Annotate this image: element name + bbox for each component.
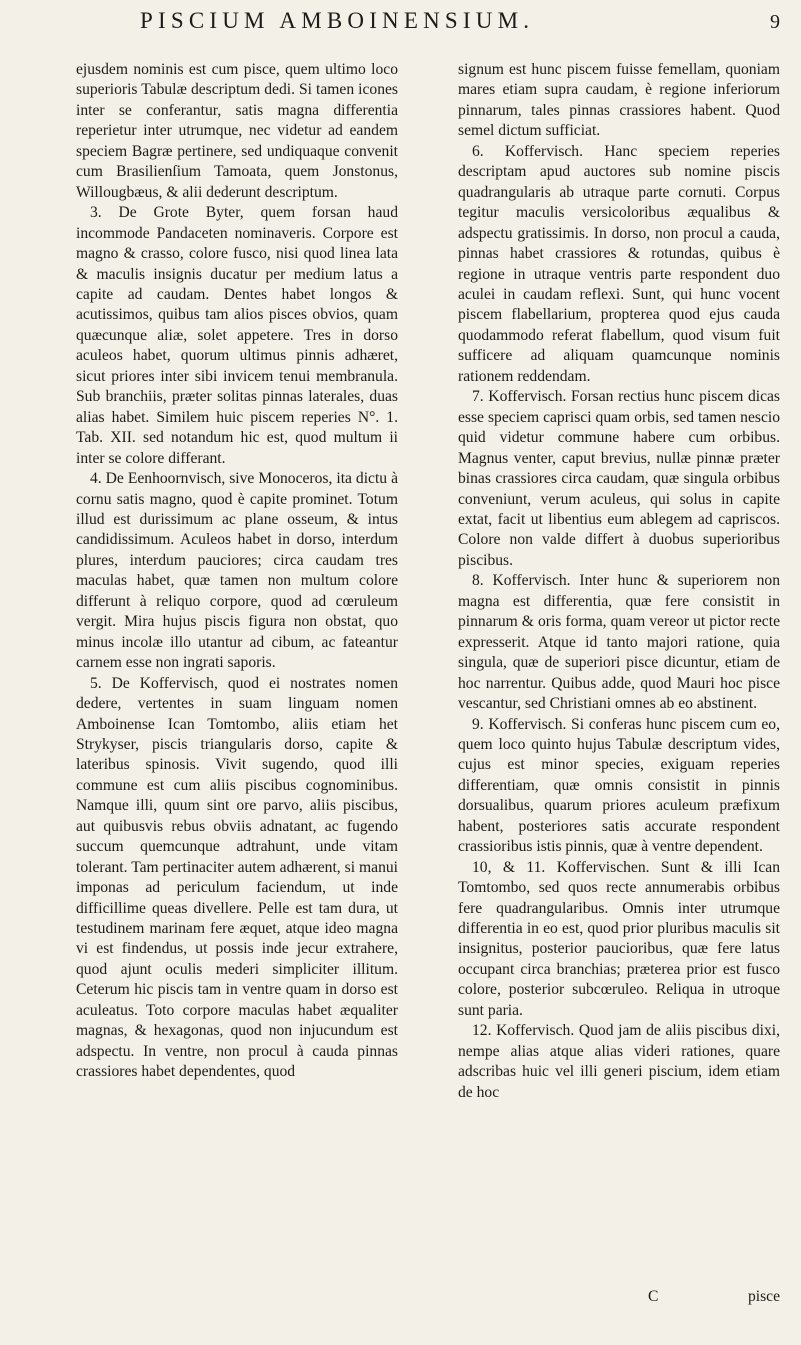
paragraph: ejusdem nominis est cum pisce, quem ultimo loco superioris Tabulæ descriptum dedi. Si tamen icones inter se conferantur, satis magna differentia reperietur inter utrumque, nec videtur ad eandem speciem Bagræ pertinere, sed undiquaque convenit cum Brasilienſium Tamoata, quem Jonstonus, Willougbæus, & alii dederunt descriptum. [76, 61, 398, 201]
paragraph: 9. Koffervisch. Si conferas hunc piscem cum eo, quem loco quinto hujus Tabulæ descriptum vides, cujus est minor species, exiguam reperies differentiam, quæ omnis consistit in pinnis dorsualibus, quarum priores aculeum præfixum habent, posteriores satis accurate respondent crassioribus istis pinnis, quæ à ventre dependent. [458, 715, 780, 856]
catchword: pisce [747, 1288, 780, 1305]
paragraph: 8. Koffervisch. Inter hunc & superiorem non magna est differentia, quæ fere consistit in pinnarum & oris forma, quam vereor ut pictor recte expresserit. Atque id tanto majori ratione, quia singula, quæ de superiori pisce dicuntur, etiam de hoc narrentur. Quibus adde, quod Mauri hoc pisce vescantur, sed Christiani omnes ab eo abstinent. [458, 572, 780, 713]
paragraph: 6. Koffervisch. Hanc speciem reperies descriptam apud auctores sub nomine piscis quadrangularis ab utraque parte cornuti. Corpus tegitur maculis versicoloribus æqualibus & adspectu gratissimis. In dorso, non procul a cauda, pinnas habet crassiores & rotundas, quibus è regione in utraque ventris parte respondent duo aculei in caudam reflexi. Sunt, qui hunc vocent piscem flabellarium, propterea quod ejus cauda quodammodo referat flabellum, quod visum fuit sufficere ad aliquam quamcunque nominis rationem reddendam. [458, 142, 780, 385]
paragraph: signum est hunc piscem fuisse femellam, quoniam mares etiam supra caudam, è regione inferiorum pinnarum, tales pinnas crassiores habent. Quod semel dictum sufficiat. [458, 61, 780, 140]
paragraph: 4. De Eenhoornvisch, sive Monoceros, ita dictu à cornu satis magno, quod è capite prominet. Totum illud est durissimum ac plane osseum, & intus candidissimum. Aculeos habet in dorso, interdum plures, interdum pauciores; circa caudam tres maculas habet, quæ tamen non multum colore differunt à reliquo corpore, quod ad cœruleum vergit. Mira hujus piscis figura non obstat, quo minus incolæ illo utantur ad cibum, ac fateantur carnem esse non ingrati saporis. [76, 470, 398, 672]
signature-mark: C [648, 1288, 659, 1305]
left-column [76, 60, 398, 1083]
running-head-title: PISCIUM AMBOINENSIUM. [140, 8, 535, 33]
paragraph: 7. Koffervisch. Forsan rectius hunc piscem dicas esse speciem caprisci quam orbis, sed tamen nescio quid videtur commune habere cum orbibus. Magnus venter, caput brevius, nullæ pinnæ præter binas crassiores circa caudam, quæ singula orbibus conveniunt, verum aculeus, qui solus in capite extat, facit ut libentius eum ablegem ad capriscos. Colore non valde differt à duobus superioribus piscibus. [458, 388, 780, 569]
page-number: 9 [770, 11, 780, 33]
paragraph: 3. De Grote Byter, quem forsan haud incommode Pandaceten nominaveris. Corpore est magno & crasso, colore fusco, nisi quod linea lata & maculis insignis ducatur per medium latus a capite ad caudam. Dentes habet longos & acutissimos, quibus tam alios pisces obvios, quam quæcunque aliæ, solet appetere. Tres in dorso aculeos habet, quorum ultimus pinnis adhæret, sicut priores inter sibi invicem tenui membranula. Sub branchiis, præter solitas pinnas laterales, duas alias habet. Similem huic piscem reperies N°. 1. Tab. XII. sed notandum hic est, quod multum ii inter se colore differant. [76, 204, 398, 467]
paragraph: 12. Koffervisch. Quod jam de aliis piscibus dixi, nempe alias atque alias videri rationes, quare adscribas huic vel illi generi piscium, idem etiam de hoc [458, 1022, 780, 1101]
running-head [90, 0, 780, 50]
right-column [458, 60, 780, 1103]
signature-line [458, 1288, 780, 1312]
paragraph: 10, & 11. Koffervischen. Sunt & illi Ican Tomtombo, sed quos recte annumerabis orbibus fere quadrangularibus. Omnis inter utrumque differentia in eo est, quod prior pluribus maculis sit insignitus, posterior paucioribus, quæ fere latus occupant circa branchias; præterea prior est fusco colore, posterior subcœruleo. Reliqua in utroque sunt paria. [458, 858, 780, 1019]
paragraph: 5. De Koffervisch, quod ei nostrates nomen dedere, vertentes in suam linguam nomen Amboinense Ican Tomtombo, aliis etiam het Strykyser, piscis triangularis dorso, capite & lateribus spinosis. Vivit sugendo, quod illi commune est cum aliis piscibus cognominibus. Namque illi, quum sint ore parvo, aliis piscibus, aut quibusvis rebus obviis adnatant, ac fugendo succum quemcunque adtrahunt, unde vitam tolerant. Tam pertinaciter autem adhærent, si manui imponas ad periculum faciendum, ut inde difficillime queas divellere. Pelle est tam dura, ut testudinem marinam fere æquet, atque ideo magna vi est findendus, ut possis inde jecur extrahere, quod ajunt oculis mederi simpliciter illitum. Ceterum hic piscis tam in ventre quam in dorso est aculeatus. Toto corpore maculas habet æqualiter magnas, & hexagonas, quod non injucundum est adspectu. In ventre, non procul à cauda pinnas crassiores habet dependentes, quod [76, 674, 398, 1081]
